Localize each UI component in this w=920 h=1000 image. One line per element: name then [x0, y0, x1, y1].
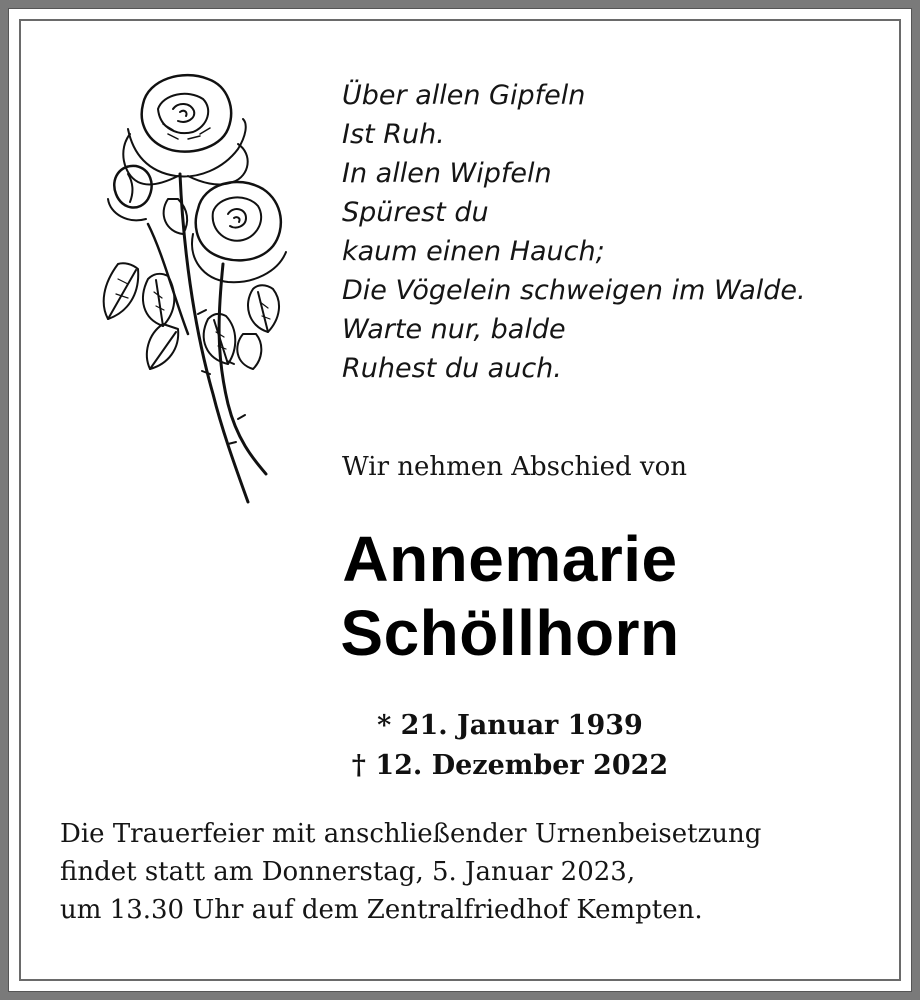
rose-illustration-icon: [88, 64, 298, 504]
death-date: † 12. Dezember 2022: [351, 750, 669, 781]
poem-line: In allen Wipfeln: [342, 158, 552, 189]
funeral-service-info: [60, 815, 761, 929]
poem-line: kaum einen Hauch;: [342, 236, 605, 267]
poem-line: Die Vögelein schweigen im Walde.: [342, 275, 806, 306]
poem-line: Ruhest du auch.: [342, 353, 562, 384]
farewell-text: Wir nehmen Abschied von: [342, 452, 687, 482]
service-line: Die Trauerfeier mit anschließender Urnenbeisetzung: [60, 819, 762, 849]
deceased-first-name: Annemarie: [342, 523, 678, 595]
poem-line: Warte nur, balde: [342, 314, 566, 345]
service-line: findet statt am Donnerstag, 5. Januar 2023,: [60, 857, 636, 887]
deceased-name: [0, 522, 920, 670]
poem-line: Über allen Gipfeln: [342, 80, 586, 111]
poem-line: Spürest du: [342, 197, 489, 228]
service-line: um 13.30 Uhr auf dem Zentralfriedhof Kempten.: [60, 895, 703, 925]
deceased-last-name: Schöllhorn: [340, 597, 680, 669]
poem: [342, 76, 806, 388]
poem-line: Ist Ruh.: [342, 119, 445, 150]
life-dates: [0, 706, 920, 786]
birth-date: * 21. Januar 1939: [377, 710, 643, 741]
